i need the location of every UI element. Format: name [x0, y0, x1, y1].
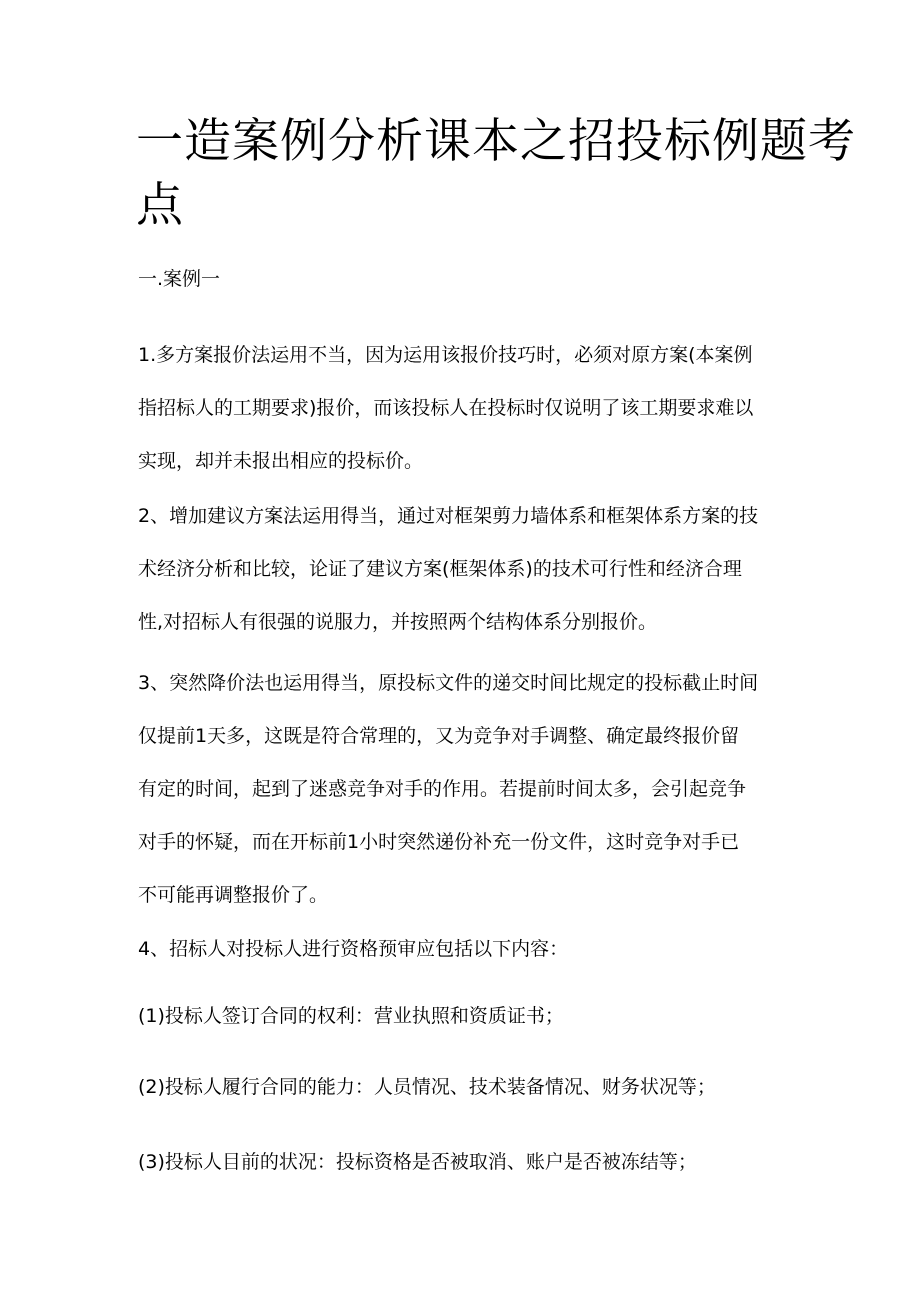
paragraph-line: 仅提前1天多，这既是符合常理的，又为竞争对手调整、确定最终报价留 — [138, 725, 740, 747]
paragraph-line: 实现，却并未报出相应的投标价。 — [138, 450, 424, 472]
page-title — [136, 110, 856, 238]
paragraph-line: 指招标人的工期要求)报价，而该投标人在投标时仅说明了该工期要求难以 — [138, 397, 754, 419]
sub-item-3: (3)投标人目前的状况：投标资格是否被取消、账户是否被冻结等； — [138, 1151, 697, 1173]
paragraph-line: 性,对招标人有很强的说服力，并按照两个结构体系分别报价。 — [138, 611, 658, 633]
sub-item-1: (1)投标人签订合同的权利：营业执照和资质证书； — [138, 1005, 564, 1027]
paragraph-line: 术经济分析和比较，论证了建议方案(框架体系)的技术可行性和经济合理 — [138, 558, 742, 580]
section-heading: 一.案例一 — [138, 268, 221, 290]
title-line-1: 一造案例分析课本之招投标例题考 — [136, 114, 856, 169]
title-line-2: 点 — [136, 178, 184, 233]
paragraph-line: 对手的怀疑，而在开标前1小时突然递份补充一份文件，这时竞争对手已 — [138, 831, 740, 853]
paragraph-3 — [138, 657, 798, 922]
paragraph-2 — [138, 490, 798, 649]
paragraph-1 — [138, 329, 798, 488]
paragraph-line: 1.多方案报价法运用不当，因为运用该报价技巧时，必须对原方案(本案例 — [138, 344, 753, 366]
paragraph-line: 不可能再调整报价了。 — [138, 884, 329, 906]
paragraph-line: 有定的时间，起到了迷惑竞争对手的作用。若提前时间太多，会引起竞争 — [138, 778, 747, 800]
paragraph-line: 2、增加建议方案法运用得当，通过对框架剪力墙体系和框架体系方案的技 — [138, 505, 759, 527]
item-4-heading: 4、招标人对投标人进行资格预审应包括以下内容： — [138, 938, 569, 960]
sub-item-2: (2)投标人履行合同的能力：人员情况、技术装备情况、财务状况等； — [138, 1076, 716, 1098]
paragraph-line: 3、突然降价法也运用得当，原投标文件的递交时间比规定的投标截止时间 — [138, 672, 759, 694]
